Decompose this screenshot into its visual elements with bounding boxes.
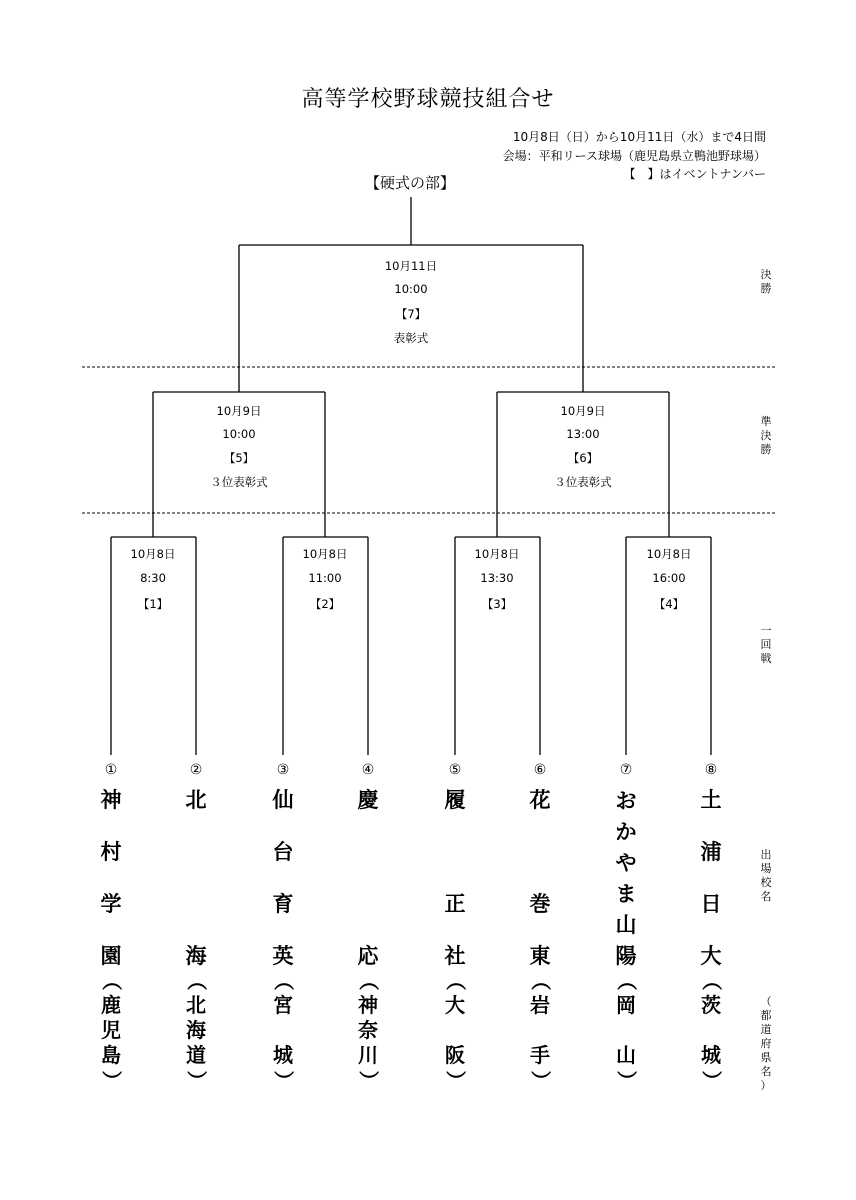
final-event-number: 【7】 bbox=[395, 307, 427, 321]
team-okayama-sanyo bbox=[609, 786, 643, 1093]
school-name: 慶 応 bbox=[357, 788, 379, 968]
prefecture-name: （ 宮 城 ） bbox=[271, 970, 296, 1091]
school-name: 神 村 学 園 bbox=[100, 788, 122, 968]
team-sendai-ikuei bbox=[266, 786, 300, 1093]
prefecture-name: （ 鹿 児 島 ） bbox=[99, 970, 124, 1091]
prefecture-name: （ 神 奈 川 ） bbox=[356, 970, 381, 1091]
r1-event-number: 【1】 bbox=[137, 597, 169, 611]
seed-number: ⑧ bbox=[704, 762, 718, 778]
tournament-venue: 会場：平和リース球場（鹿児島県立鴨池野球場） bbox=[502, 149, 766, 163]
school-name: 北 海 bbox=[185, 788, 207, 968]
prefecture-name: （ 岩 手 ） bbox=[528, 970, 553, 1091]
round-label-first-round: 一 回 戦 bbox=[760, 624, 772, 665]
semi1-date: 10月9日 bbox=[216, 404, 262, 418]
prefecture-name: （ 北 海 道 ） bbox=[184, 970, 209, 1091]
school-name: 土 浦 日 大 bbox=[700, 788, 722, 968]
r3-date: 10月8日 bbox=[474, 547, 520, 561]
r2-time: 11:00 bbox=[308, 571, 342, 585]
team-tsuchiura-nichidai bbox=[694, 786, 728, 1093]
final-time: 10:00 bbox=[394, 282, 428, 296]
r4-date: 10月8日 bbox=[646, 547, 692, 561]
semi1-ceremony: ３位表彰式 bbox=[210, 475, 268, 489]
event-number-note: 【 】はイベントナンバー bbox=[623, 167, 766, 181]
semi1-event-number: 【5】 bbox=[223, 451, 255, 465]
school-name: 花 巻 東 bbox=[529, 788, 551, 968]
r4-time: 16:00 bbox=[652, 571, 686, 585]
seed-number: ④ bbox=[361, 762, 375, 778]
semi2-ceremony: ３位表彰式 bbox=[554, 475, 612, 489]
seed-number: ③ bbox=[276, 762, 290, 778]
prefecture-name: （ 岡 山 ） bbox=[614, 970, 639, 1091]
round-label-final: 決 勝 bbox=[760, 268, 772, 295]
seed-number: ① bbox=[104, 762, 118, 778]
tournament-period: 10月8日（日）から10月11日（水）まで4日間 bbox=[512, 130, 766, 144]
page-title: 高等学校野球競技組合せ bbox=[301, 87, 555, 112]
school-name: 仙 台 育 英 bbox=[272, 788, 294, 968]
school-name: 履 正 社 bbox=[444, 788, 466, 968]
prefecture-name: （ 茨 城 ） bbox=[699, 970, 724, 1091]
prefectures-label: （ 都 道 府 県 名 ） bbox=[760, 995, 772, 1092]
seed-number: ⑤ bbox=[448, 762, 462, 778]
team-risei-sha bbox=[438, 786, 472, 1093]
r3-time: 13:30 bbox=[480, 571, 514, 585]
schools-label: 出 場 校 名 bbox=[760, 848, 772, 903]
seed-number: ⑥ bbox=[533, 762, 547, 778]
final-ceremony: 表彰式 bbox=[393, 331, 429, 345]
r1-date: 10月8日 bbox=[130, 547, 176, 561]
semi2-date: 10月9日 bbox=[560, 404, 606, 418]
prefecture-name: （ 大 阪 ） bbox=[443, 970, 468, 1091]
semi2-event-number: 【6】 bbox=[567, 451, 599, 465]
r2-date: 10月8日 bbox=[302, 547, 348, 561]
team-keio bbox=[351, 786, 385, 1093]
seed-number: ② bbox=[189, 762, 203, 778]
team-hokkai bbox=[179, 786, 213, 1093]
semi1-time: 10:00 bbox=[222, 427, 256, 441]
r4-event-number: 【4】 bbox=[653, 597, 685, 611]
school-name: お か や ま 山 陽 bbox=[615, 789, 637, 968]
r2-event-number: 【2】 bbox=[309, 597, 341, 611]
team-kamimura-gakuen bbox=[94, 786, 128, 1093]
semi2-time: 13:00 bbox=[566, 427, 600, 441]
team-hanamaki-higashi bbox=[523, 786, 557, 1093]
r1-time: 8:30 bbox=[140, 571, 166, 585]
section-heading: 【硬式の部】 bbox=[364, 174, 455, 192]
r3-event-number: 【3】 bbox=[481, 597, 513, 611]
round-label-semifinal: 準 決 勝 bbox=[760, 415, 772, 456]
seed-number: ⑦ bbox=[619, 762, 633, 778]
final-date: 10月11日 bbox=[384, 259, 438, 273]
